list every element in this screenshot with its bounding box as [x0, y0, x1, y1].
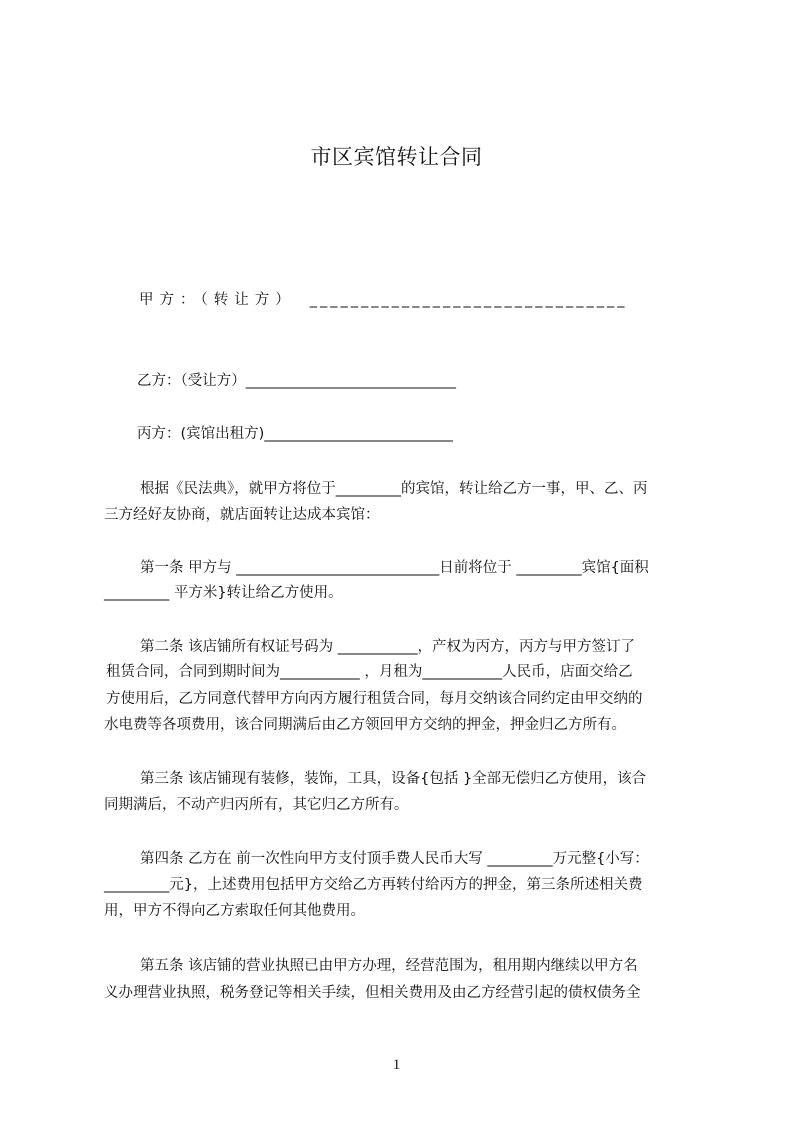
party-b-line: 乙方：（受让方）_____________________________ [137, 373, 456, 389]
article-1-line-1: 第一条 甲方与 ____________________________日前将位于 _________宾馆{面积 [140, 560, 649, 576]
article-2-line-3: 方使用后，乙方同意代替甲方向丙方履行租赁合同，每月交纳该合同约定由甲交纳的 [106, 691, 643, 707]
article-2-line-1: 第二条 该店铺所有权证号码为 ___________，产权为丙方，丙方与甲方签订了 [140, 639, 635, 655]
article-4-line-2: _________元}，上述费用包括甲方交给乙方再转付给丙方的押金，第三条所述相关费 [104, 877, 643, 893]
party-a-line [139, 290, 628, 310]
article-2-line-4: 水电费等各项费用，该合同期满后由乙方领回甲方交纳的押金，押金归乙方所有。 [104, 717, 626, 733]
party-c-line: 丙方：(宾馆出租方)__________________________ [137, 426, 453, 442]
intro-line-2: 三方经好友协商，就店面转让达成本宾馆： [104, 507, 380, 523]
article-2-line-2: 租赁合同，合同到期时间为___________ ，月租为___________人民币，店面交给乙 [106, 664, 633, 680]
article-3-line-2: 同期满后，不动产归丙所有，其它归乙方所有。 [104, 797, 409, 813]
article-5-line-2: 义办理营业执照，税务登记等相关手续，但相关费用及由乙方经营引起的债权债务全 [104, 985, 641, 1001]
article-5-line-1: 第五条 该店铺的营业执照已由甲方办理，经营范围为，租用期内继续以甲方名 [140, 958, 638, 974]
article-4-line-1: 第四条 乙方在 前一次性向甲方支付顶手费人民币大写 _________万元整{小写： [140, 851, 649, 867]
article-4-line-3: 用，甲方不得向乙方索取任何其他费用。 [104, 903, 365, 919]
article-1-line-2: _________ 平方米}转让给乙方使用。 [104, 585, 343, 601]
article-3-line-1: 第三条 该店铺现有装修，装饰，工具，设备{包括 }全部无偿归乙方使用，该合 [140, 771, 647, 787]
page-number: 1 [392, 1057, 401, 1073]
party-a-label: 甲方：（转让方） [139, 292, 296, 308]
party-a-blank: _______________________________ [309, 292, 628, 308]
intro-line-1: 根据《民法典》，就甲方将位于_________的宾馆，转让给乙方一事，甲、乙、丙 [140, 481, 648, 497]
document-title: 市区宾馆转让合同 [310, 145, 483, 169]
